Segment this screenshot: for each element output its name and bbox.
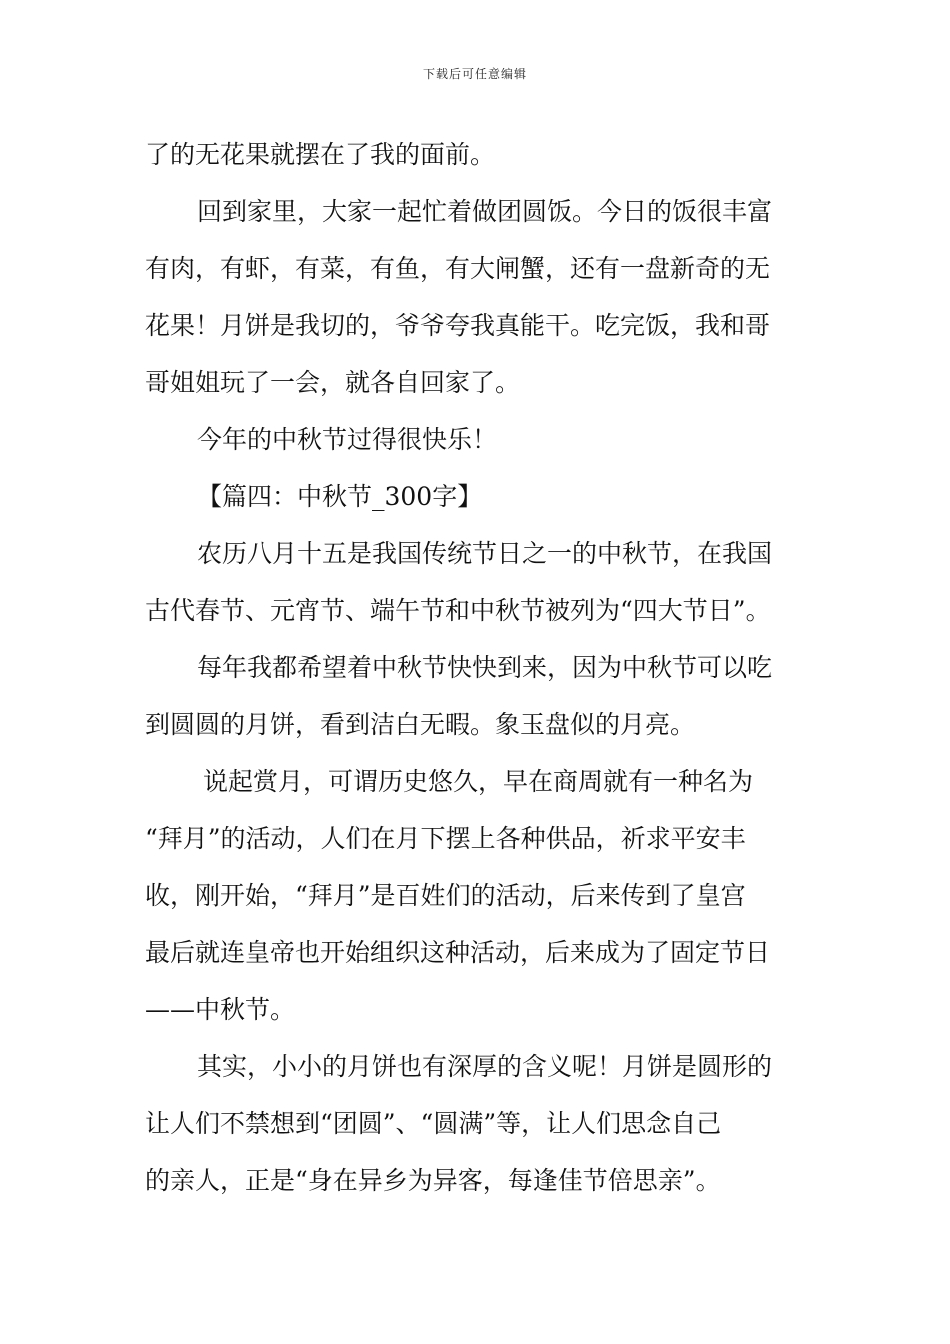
paragraph-start: 回到家里，大家一起忙着做团圆饭。今日的饭很丰富 bbox=[197, 197, 773, 226]
text-line: 让人们不禁想到“团圆”、“圆满”等，让人们思念自己 bbox=[145, 1109, 722, 1138]
text-line: “拜月”的活动，人们在月下摆上各种供品，祈求平安丰 bbox=[145, 824, 746, 853]
paragraph-start: 农历八月十五是我国传统节日之一的中秋节，在我国 bbox=[197, 539, 773, 568]
paragraph-start: 其实，小小的月饼也有深厚的含义呢！月饼是圆形的 bbox=[197, 1052, 773, 1081]
text-line: 有肉，有虾，有菜，有鱼，有大闸蟹，还有一盘新奇的无 bbox=[145, 254, 771, 283]
text-line: 收，刚开始，“拜月”是百姓们的活动，后来传到了皇宫 bbox=[145, 881, 746, 910]
text-line: 古代春节、元宵节、端午节和中秋节被列为“四大节日”。 bbox=[145, 596, 771, 625]
paragraph-start: 每年我都希望着中秋节快快到来，因为中秋节可以吃 bbox=[197, 653, 773, 682]
text-line: 最后就连皇帝也开始组织这种活动，后来成为了固定节日 bbox=[145, 938, 771, 967]
section-heading: 【篇四：中秋节_300字】 bbox=[197, 482, 483, 511]
paragraph-start: 今年的中秋节过得很快乐！ bbox=[197, 425, 498, 454]
text-line: ——中秋节。 bbox=[145, 995, 296, 1024]
paragraph-start: 说起赏月，可谓历史悠久，早在商周就有一种名为 bbox=[203, 767, 754, 796]
text-line: 的亲人，正是“身在异乡为异客，每逢佳节倍思亲”。 bbox=[145, 1166, 721, 1195]
text-line: 哥姐姐玩了一会，就各自回家了。 bbox=[145, 368, 521, 397]
text-line: 到圆圆的月饼，看到洁白无暇。象玉盘似的月亮。 bbox=[145, 710, 696, 739]
document-body bbox=[145, 126, 810, 1209]
text-line: 花果！月饼是我切的，爷爷夸我真能干。吃完饭，我和哥 bbox=[145, 311, 771, 340]
text-line: 了的无花果就摆在了我的面前。 bbox=[145, 140, 496, 169]
page-header: 下载后可任意编辑 bbox=[422, 67, 527, 81]
